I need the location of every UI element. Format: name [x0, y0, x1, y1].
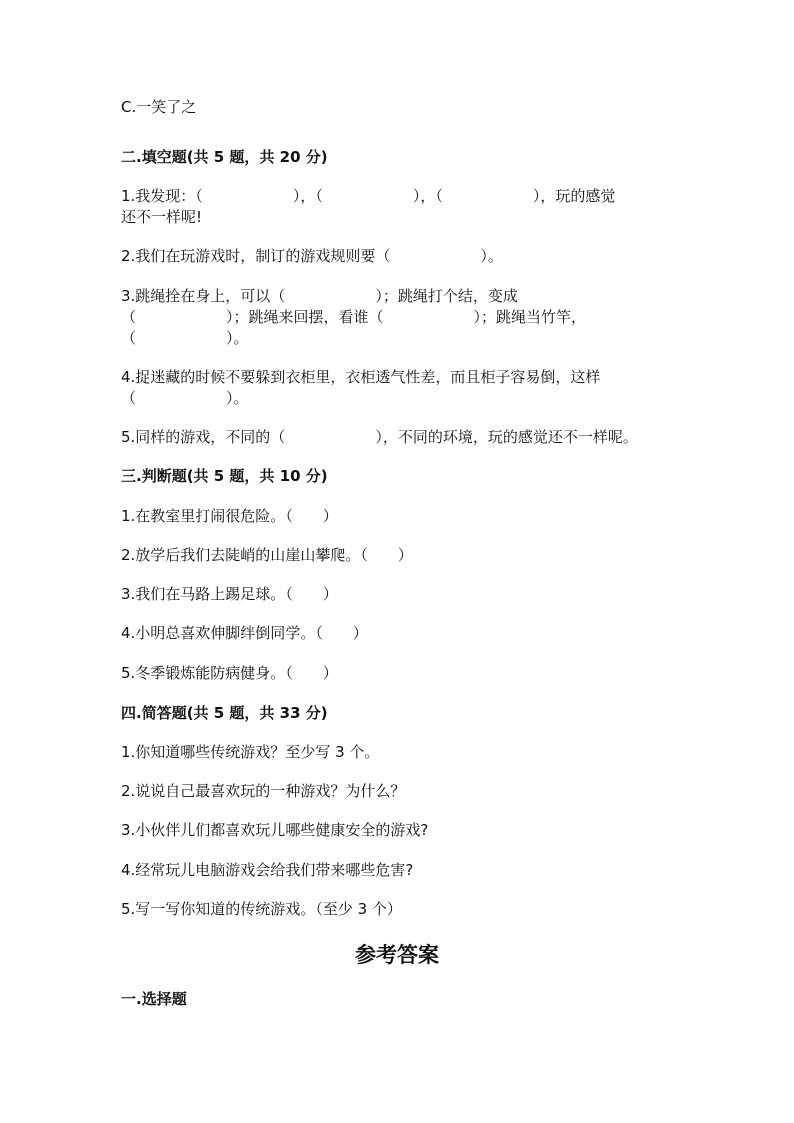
answer-key-title: 参考答案 [355, 942, 439, 967]
fill-q5: 5.同样的游戏，不同的（ ），不同的环境，玩的感觉还不一样呢。 [121, 428, 638, 446]
fill-q3-line1: 3.跳绳拴在身上，可以（ ）；跳绳打个结，变成 [121, 287, 518, 305]
short-answer-item: 2.说说自己最喜欢玩的一种游戏？为什么？ [121, 782, 406, 800]
short-answer-item: 5.写一写你知道的传统游戏。（至少 3 个） [121, 900, 402, 918]
judge-item: 5.冬季锻炼能防病健身。（ ） [121, 664, 338, 682]
answers-section1-heading: 一.选择题 [121, 990, 187, 1008]
short-answer-item: 1.你知道哪些传统游戏？至少写 3 个。 [121, 743, 380, 761]
section2-heading: 二.填空题(共 5 题，共 20 分) [121, 148, 328, 166]
judge-item: 2.放学后我们去陡峭的山崖山攀爬。（ ） [121, 546, 413, 564]
short-answer-item: 3.小伙伴儿们都喜欢玩儿哪些健康安全的游戏? [121, 821, 429, 839]
fill-q2: 2.我们在玩游戏时，制订的游戏规则要（ ）。 [121, 247, 503, 265]
fill-q1-line2: 还不一样呢! [121, 208, 203, 226]
section4-heading: 四.简答题(共 5 题，共 33 分) [121, 704, 328, 722]
judge-item: 4.小明总喜欢伸脚绊倒同学。（ ） [121, 624, 368, 642]
judge-item: 1.在教室里打闹很危险。（ ） [121, 507, 338, 525]
fill-q3-line3: （ ）。 [121, 329, 249, 347]
fill-q4-line2: （ ）。 [121, 389, 249, 407]
section3-heading: 三.判断题(共 5 题，共 10 分) [121, 467, 328, 485]
fill-q4-line1: 4.捉迷藏的时候不要躲到衣柜里，衣柜透气性差，而且柜子容易倒，这样 [121, 368, 601, 386]
fill-q3-line2: （ ）；跳绳来回摆，看谁（ ）；跳绳当竹竿， [121, 308, 587, 326]
option-c: C.一笑了之 [121, 98, 197, 116]
judge-item: 3.我们在马路上踢足球。（ ） [121, 585, 338, 603]
fill-q1-line1: 1.我发现：（ ），（ ），（ ），玩的感觉 [121, 187, 616, 205]
short-answer-item: 4.经常玩儿电脑游戏会给我们带来哪些危害? [121, 861, 414, 879]
